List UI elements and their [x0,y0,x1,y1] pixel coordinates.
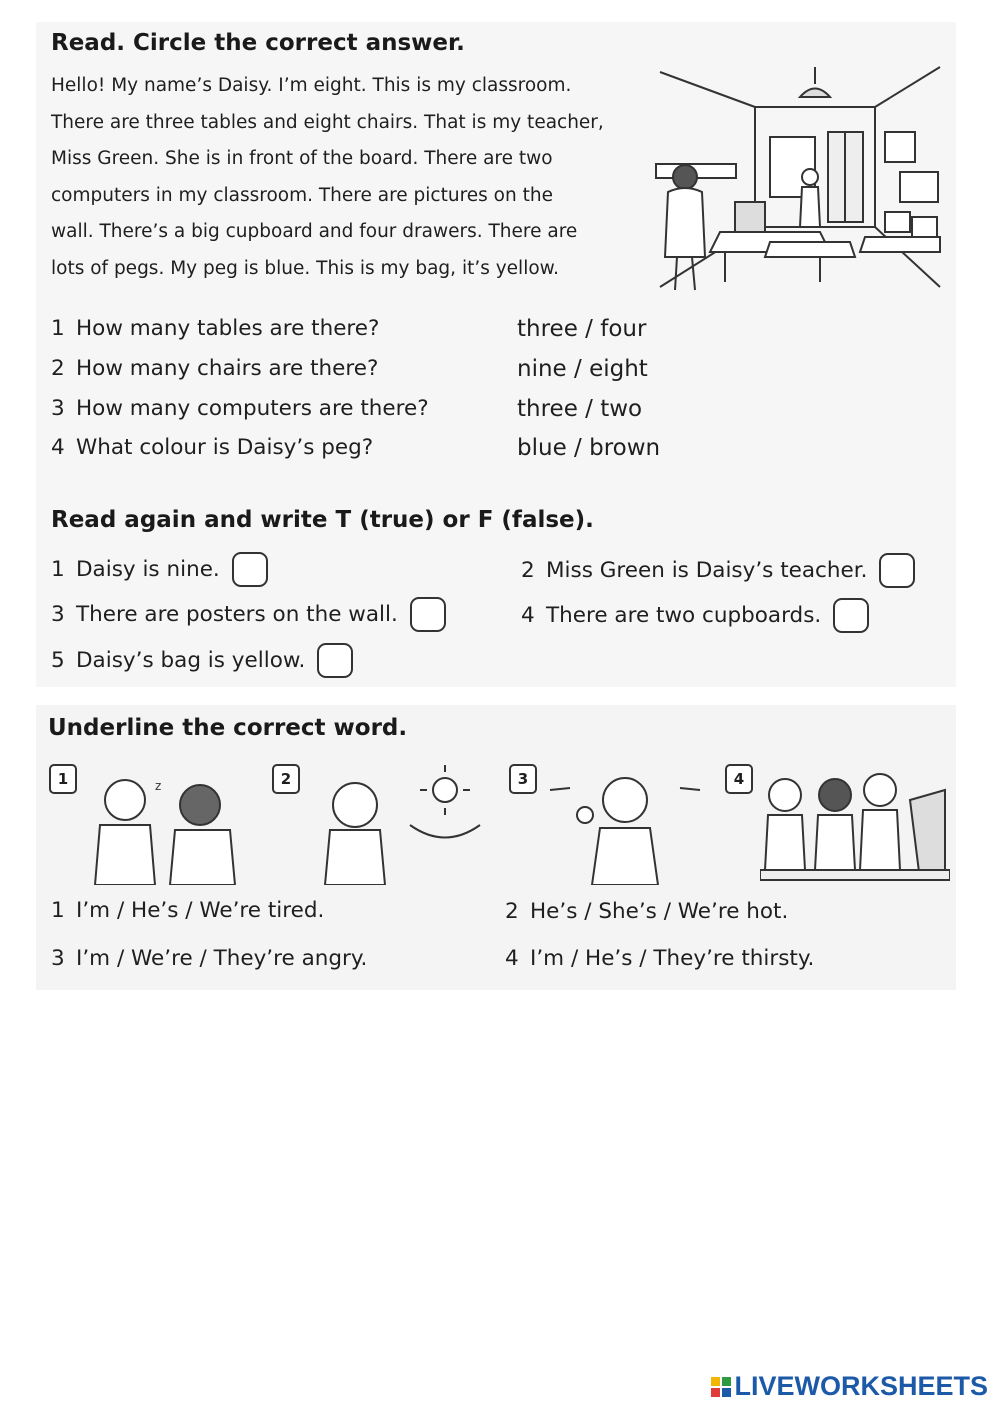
item-text: There are two cupboards. [546,603,822,628]
sentence-text[interactable]: I’m / He’s / We’re tired. [76,898,325,923]
passage-line: lots of pegs. My peg is blue. This is my bag, it’s yellow. [51,257,559,279]
question-number: 2 [51,356,65,381]
liveworksheets-logo [711,1371,988,1402]
answer-box[interactable] [410,597,446,632]
tired-children-illustration [80,760,255,885]
item-number: 1 [51,557,65,582]
passage-line: wall. There’s a big cupboard and four drawers. There are [51,221,578,242]
answer-options[interactable]: nine / eight [517,356,648,382]
section2-heading: Read again and write T (true) or F (false). [51,507,594,533]
answer-box[interactable] [317,643,353,678]
item-text: There are posters on the wall. [76,602,398,627]
section1-heading: Read. Circle the correct answer. [51,30,465,56]
sentence-text[interactable]: I’m / He’s / They’re thirsty. [530,946,815,971]
item-number: 2 [521,558,535,583]
passage-line: computers in my classroom. There are pictures on the [51,184,553,206]
logo-icon [711,1377,731,1397]
answer-options[interactable]: three / four [517,316,647,342]
sentence-text[interactable]: He’s / She’s / We’re hot. [530,899,789,924]
true-false-item [521,598,869,633]
sentence-text[interactable]: I’m / We’re / They’re angry. [76,946,368,971]
passage-line: Miss Green. She is in front of the board. There are two [51,148,553,169]
question-text: What colour is Daisy’s peg? [76,435,374,460]
item-number: 3 [51,602,65,627]
question-text: How many computers are there? [76,396,429,421]
question-number: 4 [51,435,65,460]
question-number: 3 [51,396,65,421]
answer-options[interactable]: three / two [517,396,643,422]
item-number: 5 [51,648,65,673]
answer-box[interactable] [879,553,915,588]
question-number: 1 [51,316,65,341]
sentence-item [51,898,324,923]
item-number: 4 [521,603,535,628]
sentence-item [505,946,814,971]
svg-text:z: z [155,779,162,793]
question-item [51,356,378,381]
section3-heading: Underline the correct word. [48,715,408,741]
thirsty-children-illustration [760,760,950,885]
question-text: How many chairs are there? [76,356,379,381]
sentence-number: 4 [505,946,519,971]
reading-passage [51,68,661,287]
question-item [51,435,373,460]
item-text: Daisy is nine. [76,557,220,582]
sentence-item [51,946,367,971]
classroom-illustration [650,62,945,294]
passage-line: Hello! My name’s Daisy. I’m eight. This is my classroom. [51,75,572,96]
question-text: How many tables are there? [76,316,380,341]
true-false-item [521,553,915,588]
passage-line: There are three tables and eight chairs. That is my teacher, [51,111,604,133]
panel-number: 1 [49,764,77,794]
sentence-number: 2 [505,899,519,924]
answer-box[interactable] [232,552,268,587]
sentence-number: 3 [51,946,65,971]
question-item [51,396,429,421]
sentence-item [505,899,788,924]
true-false-item [51,643,353,678]
question-item [51,316,379,341]
item-text: Miss Green is Daisy’s teacher. [546,558,868,583]
sentence-number: 1 [51,898,65,923]
panel-number: 3 [509,764,537,794]
answer-box[interactable] [833,598,869,633]
item-text: Daisy’s bag is yellow. [76,648,306,673]
logo-text: LIVEWORKSHEETS [734,1371,988,1401]
true-false-item [51,552,268,587]
answer-options[interactable]: blue / brown [517,435,661,461]
true-false-item [51,597,446,632]
hot-girl-sun-illustration [305,760,485,885]
panel-number: 2 [272,764,300,794]
angry-boy-illustration [540,760,710,885]
panel-number: 4 [725,764,753,794]
